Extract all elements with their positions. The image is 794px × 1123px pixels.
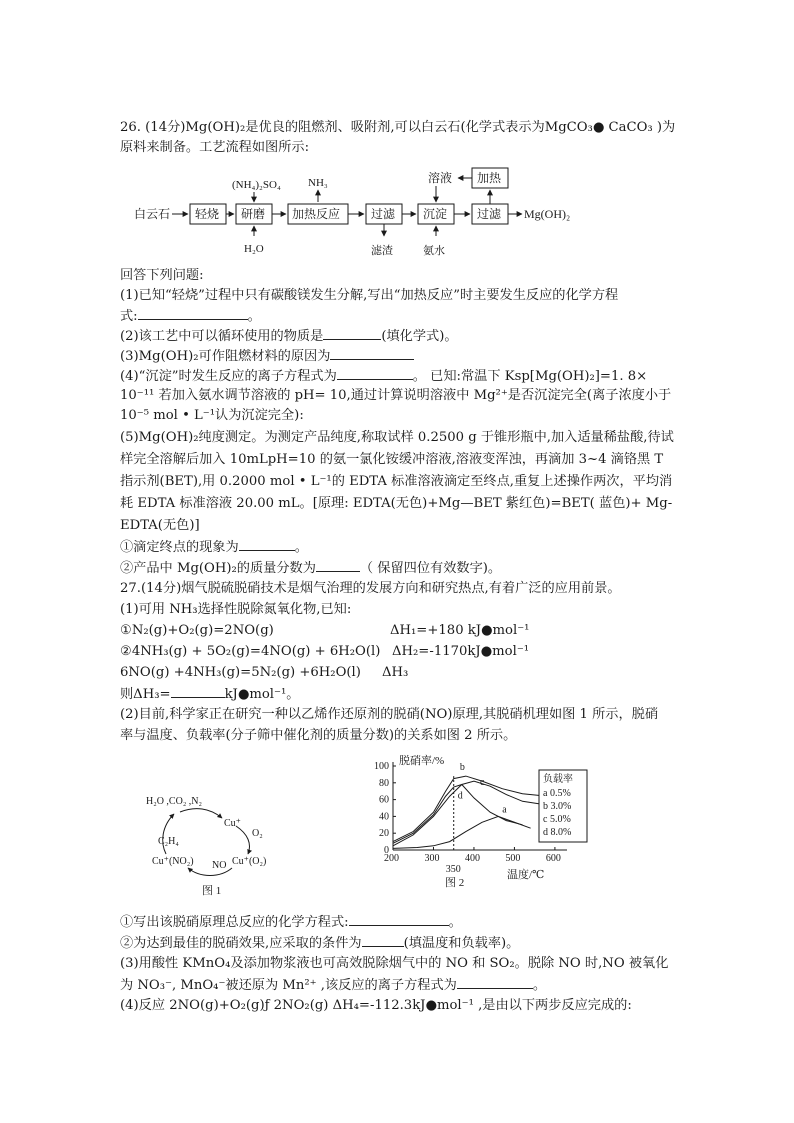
flow-solution: 溶液 — [428, 171, 453, 185]
flow-start: 白云石 — [134, 207, 171, 221]
q26-p3-row: (3)Mg(OH)₂可作阻燃材料的原因为 — [120, 346, 680, 367]
chart-y-tick-label: 60 — [379, 794, 389, 806]
q26-p1a: (1)已知“轻烧”过程中只有碳酸镁发生分解,写出“加热反应”时主要发生反应的化学方程 — [120, 288, 619, 303]
box-precip-label: 沉淀 — [423, 207, 448, 221]
in-ammonia-water: 氨水 — [423, 245, 445, 257]
fig1-cu-no2: Cu⁺(NO₂) — [152, 856, 194, 867]
chart-y-tick-label: 80 — [379, 777, 389, 789]
chart-x-tick-label: 600 — [545, 853, 561, 864]
q26-p5c: 指示剂(BET),用 0.2000 mol • L⁻¹的 EDTA 标准溶液滴定至终点,重复上述操作两次，平均消 — [120, 474, 673, 489]
q27-p2a: (2)目前,科学家正在研究一种以乙烯作还原剂的脱硝(NO)原理,其脱硝机理如图 1 所示，脱硝 — [120, 707, 659, 722]
q26-p5-1-row: ①滴定终点的现象为 。 — [120, 537, 680, 558]
box-heat-label: 加热 — [477, 171, 502, 185]
box-grind-label: 研磨 — [241, 207, 266, 221]
chart-y-tick-label: 20 — [379, 828, 389, 840]
fig1-no: NO — [212, 860, 227, 871]
out-residue: 滤渣 — [371, 245, 393, 257]
chart-legend-item: d 8.0% — [543, 827, 572, 838]
chart-series-label-d: d — [457, 790, 463, 802]
q27-then-row: 则ΔH₃= kJ●mol⁻¹。 — [120, 684, 680, 705]
chart-series-c — [393, 781, 539, 846]
chart-x-tick-label: 300 — [424, 853, 440, 864]
figure-1-mechanism — [140, 790, 290, 904]
chart-legend-item: a 0.5% — [543, 788, 571, 799]
fig1-caption: 图 1 — [202, 885, 222, 897]
chart-y-tick-label: 100 — [374, 761, 389, 772]
fig1-cu-plus: Cu⁺ — [224, 818, 241, 829]
q27-p4: (4)反应 2NO(g)+O₂(g)ƒ 2NO₂(g) ΔH₄=-112.3kJ●mol⁻¹ ,是由以下两步反应完成的: — [120, 998, 632, 1013]
q27-q2-1-row: ①写出该脱硝原理总反应的化学方程式: 。 — [120, 912, 680, 933]
fig1-products: H₂O ,CO₂ ,N₂ — [146, 796, 203, 807]
reagent-ammonium-sulfate: (NH₄)₂SO₄ — [232, 179, 281, 191]
fig1-cu-o2: Cu⁺(O₂) — [232, 856, 267, 867]
q26-intro: 回答下列问题: — [120, 268, 204, 283]
chart-x-tick-label: 500 — [505, 853, 521, 864]
q27-eq1-row: ①N₂(g)+O₂(g)=2NO(g) ΔH₁=+180 kJ●mol⁻¹ — [120, 623, 530, 638]
q26-p5a: (5)Mg(OH)₂纯度测定。为测定产品纯度,称取试样 0.2500 g 于锥形瓶中,加入适量稀盐酸,待试 — [120, 430, 674, 445]
chart-marker-label: 350 — [445, 864, 461, 875]
fig1-c2h4: C₂H₄ — [158, 836, 179, 847]
flow-product: Mg(OH)₂ — [524, 207, 571, 221]
chart-xlabel: 温度/℃ — [507, 869, 545, 881]
chart-legend-title: 负载率 — [543, 774, 573, 785]
q26-p5e: EDTA(无色)] — [120, 518, 200, 533]
chart-legend-item: c 5.0% — [543, 814, 571, 825]
q27-line1: 27.(14分)烟气脱硫脱硝技术是烟气治理的发展方向和研究热点,有着广泛的应用前景。 — [120, 581, 621, 596]
q26-p4c: 10⁻¹¹ 若加入氨水调节溶液的 pH= 10,通过计算说明溶液中 Mg²⁺是否沉淀完全(离子浓度小于 — [120, 388, 672, 403]
fig1-o2: O₂ — [252, 828, 263, 839]
q26-p4d: 10⁻⁵ mol • L⁻¹认为沉淀完全): — [120, 408, 304, 423]
chart-ylabel: 脱硝率/% — [399, 755, 445, 767]
chart-series-label-b: b — [459, 762, 465, 774]
q27-eq3-row: 6NO(g) +4NH₃(g)=5N₂(g) +6H₂O(l) ΔH₃ — [120, 665, 409, 680]
q26-line2: 原料来制备。工艺流程如图所示: — [120, 140, 310, 155]
q27-p1: (1)可用 NH₃选择性脱除氮氧化物,已知: — [120, 602, 352, 617]
chart-series-label-a: a — [502, 804, 507, 816]
chart-legend-item: b 3.0% — [543, 801, 572, 812]
figure-2-chart — [355, 752, 595, 894]
q26-line1: 26. (14分)Mg(OH)₂是优良的阻燃剂、吸附剂,可以白云石(化学式表示为MgCO₃● CaCO₃ )为 — [120, 120, 676, 135]
q26-p2-row: (2)该工艺中可以循环使用的物质是 (填化学式)。 — [120, 326, 680, 347]
q27-p2b: 率与温度、负载率(分子筛中催化剂的质量分数)的关系如图 2 所示。 — [120, 728, 517, 743]
chart-y-tick-label: 0 — [384, 845, 389, 856]
chart-series-label-c: c — [479, 777, 485, 789]
q26-p5b: 样完全溶解后加入 10mLpH=10 的氨一氯化铵缓冲溶液,溶液变浑浊，再滴加 3~4 滴铬黑 T — [120, 452, 664, 467]
box-filter1-label: 过滤 — [371, 207, 396, 221]
chart-y-tick-label: 40 — [379, 811, 389, 823]
process-flow-diagram — [120, 160, 590, 264]
out-nh3: NH₃ — [308, 177, 328, 189]
q26-p1b-row: 式: 。 — [120, 306, 680, 327]
reagent-water: H₂O — [244, 243, 264, 255]
q27-eq2-row: ②4NH₃(g) + 5O₂(g)=4NO(g) + 6H₂O(l) ΔH₂=-1170kJ●mol⁻¹ — [120, 644, 530, 659]
chart-x-tick-label: 400 — [464, 853, 480, 864]
box-calcine-label: 轻烧 — [195, 207, 220, 221]
q27-p3b-row: 为 NO₃⁻, MnO₄⁻被还原为 Mn²⁺ ,该反应的离子方程式为 。 — [120, 975, 680, 996]
chart-caption: 图 2 — [445, 877, 465, 889]
q26-p5d: 耗 EDTA 标准溶液 20.00 mL。[原理: EDTA(无色)+Mg—BET 紫红色)=BET( 蓝色)+ Mg- — [120, 496, 673, 511]
q27-p3a: (3)用酸性 KMnO₄及添加物浆液也可高效脱除烟气中的 NO 和 SO₂。脱除 NO 时,NO 被氧化 — [120, 956, 669, 971]
q26-p4-row: (4)“沉淀”时发生反应的离子方程式为 。 已知:常温下 Ksp[Mg(OH)₂]=1. 8× — [120, 366, 680, 387]
q27-q2-2-row: ②为达到最佳的脱硝效果,应采取的条件为 (填温度和负载率)。 — [120, 933, 680, 954]
q26-p5-2-row: ②产品中 Mg(OH)₂的质量分数为 （ 保留四位有效数字)。 — [120, 558, 680, 579]
box-filter2-label: 过滤 — [477, 207, 502, 221]
chart-x-tick-label: 200 — [384, 853, 399, 864]
box-heat-react-label: 加热反应 — [292, 207, 341, 221]
